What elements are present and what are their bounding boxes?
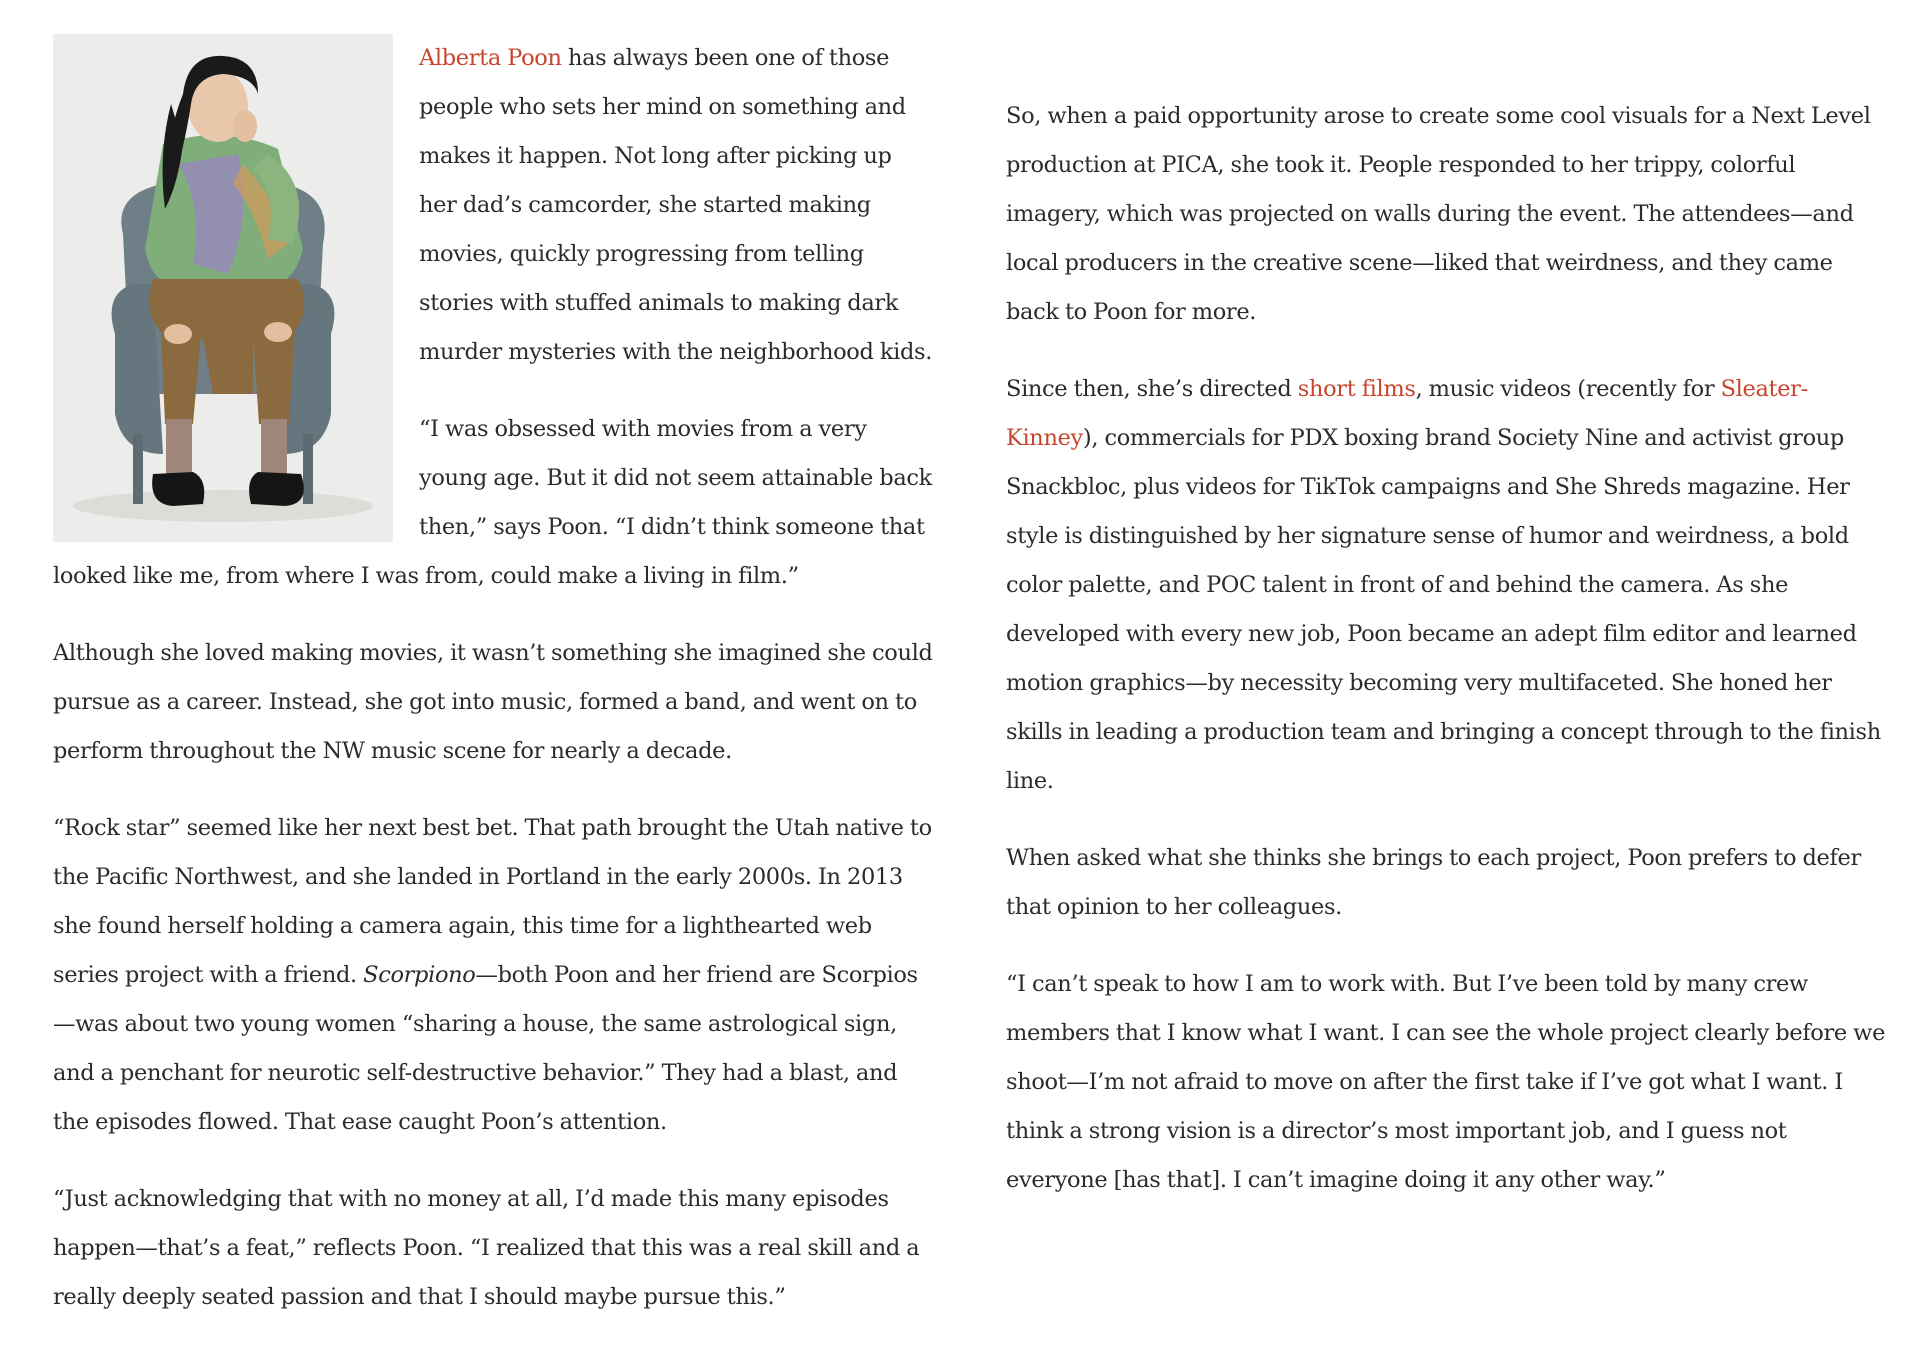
quote-paragraph-3: “I can’t speak to how I am to work with. But I’ve been told by many crew members that I know what I want. I can see the whole project clearly before we shoot—I’m not afraid to move on after the first take if I’ve got what I want. I think a strong vision is a director’s most important job, and I guess not everyone [has that]. I can’t imagine doing it any other way.” bbox=[1006, 971, 1886, 1193]
since-text-b: , music videos (recently for bbox=[1415, 376, 1721, 402]
career-paragraph: Although she loved making movies, it wasn’t something she imagined she could pursue as a career. Instead, she got into music, formed a band, and went on to perform throughout the NW music scene for nearly a decade. bbox=[53, 640, 933, 764]
portrait-photo bbox=[53, 34, 393, 542]
rock-star-paragraph bbox=[53, 804, 933, 1147]
left-column bbox=[53, 34, 933, 1350]
since-text-a: Since then, she’s directed bbox=[1006, 376, 1298, 402]
scorpiono-title: Scorpiono bbox=[363, 962, 476, 988]
rock-star-text-a: “Rock star” seemed like her next best bet. That path brought the Utah native to the Pacific Northwest, and she landed in Portland in the early 2000s. In 2013 she found herself holding a camera again, this time for a lighthearted web series project with a friend. bbox=[53, 815, 932, 988]
colleagues-paragraph: When asked what she thinks she brings to each project, Poon prefers to defer that opinion to her colleagues. bbox=[1006, 845, 1861, 920]
article-body bbox=[53, 34, 1885, 1324]
pica-paragraph: So, when a paid opportunity arose to create some cool visuals for a Next Level production at PICA, she took it. People responded to her trippy, colorful imagery, which was projected on walls during the event. The attendees—and local producers in the creative scene—liked that weirdness, and they came back to Poon for more. bbox=[1006, 103, 1871, 325]
quote-paragraph-2: “Just acknowledging that with no money at all, I’d made this many episodes happen—that’s a feat,” reflects Poon. “I realized that this was a real skill and a really deeply seated passion and that I should maybe pursue this.” bbox=[53, 1186, 920, 1310]
quote-paragraph-1: “I was obsessed with movies from a very young age. But it did not seem attainable back then,” says Poon. “I didn’t think someone that looked like me, from where I was from, could make a living in film.” bbox=[53, 416, 932, 589]
short-films-link[interactable]: short films bbox=[1297, 376, 1416, 402]
right-column bbox=[1006, 92, 1886, 1233]
rock-star-text-b: —both Poon and her friend are Scorpios—was about two young women “sharing a house, the same astrological sign, and a penchant for neurotic self-destructive behavior.” They had a blast, and the episodes flowed. That ease caught Poon’s attention. bbox=[53, 962, 918, 1135]
sleater-kinney-link[interactable]: Sleater-Kinney bbox=[1006, 376, 1808, 451]
portrait-illustration bbox=[53, 34, 393, 542]
intro-text: has always been one of those people who sets her mind on something and makes it happen. Not long after picking up her dad’s camcorder, she started making movies, quickly progressing from telling stories with stuffed animals to making dark murder mysteries with the neighborhood kids. bbox=[419, 45, 933, 365]
since-text-c: ), commercials for PDX boxing brand Society Nine and activist group Snackbloc, plus videos for TikTok campaigns and She Shreds magazine. Her style is distinguished by her signature sense of humor and weirdness, a bold color palette, and POC talent in front of and behind the camera. As she developed with every new job, Poon became an adept film editor and learned motion graphics—by necessity becoming very multifaceted. She honed her skills in leading a production team and bringing a concept through to the finish line. bbox=[1006, 425, 1881, 794]
alberta-poon-link[interactable]: Alberta Poon bbox=[419, 45, 562, 71]
since-then-paragraph bbox=[1006, 365, 1886, 806]
